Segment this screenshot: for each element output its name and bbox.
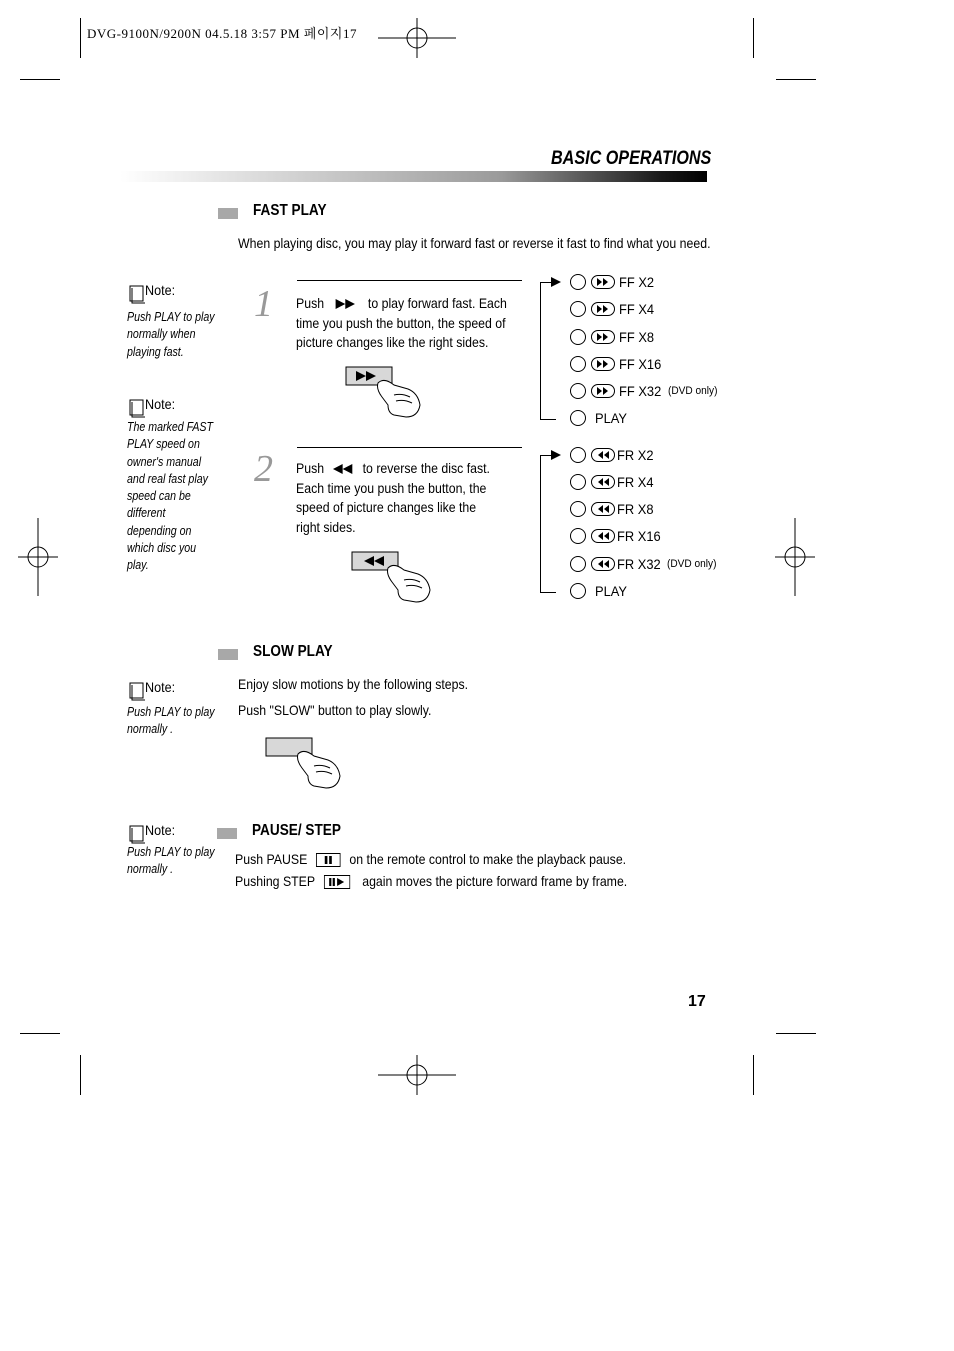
speed-option-fr-x4: FR X4 [570, 473, 657, 493]
note-3-text: Push PLAY to play normally . [127, 705, 215, 737]
speed-option-ff-x16: FF X16 [570, 355, 665, 375]
pause-step-title: PAUSE/ STEP [252, 822, 341, 839]
print-header: DVG-9100N/9200N 04.5.18 3:57 PM 페이지17 [87, 26, 357, 41]
step-1-rule [297, 280, 522, 281]
speed-option-ff-x2: FF X2 [570, 273, 657, 293]
speed-option-play: PLAY [570, 409, 630, 429]
speed-option-ff-x32: FF X32 (DVD only) [570, 382, 722, 402]
fr-button-illustration [350, 550, 434, 606]
page-number: 17 [688, 993, 706, 1010]
slow-play-line-1: Enjoy slow motions by the following steps. [238, 676, 469, 692]
slow-play-line-2: Push "SLOW" button to play slowly. [238, 702, 432, 718]
step-icon [324, 875, 350, 889]
speed-option-fr-x2: FR X2 [570, 446, 657, 466]
speed-option-ff-x8: FF X8 [570, 328, 657, 348]
speed-option-fr-x16: FR X16 [570, 527, 664, 547]
ff-bracket [540, 282, 541, 419]
step-line: Pushing STEP again moves the picture forward frame by frame. [235, 873, 628, 889]
fast-forward-icon [335, 298, 358, 310]
step-2-number: 2 [254, 448, 273, 490]
ff-button-illustration [344, 365, 424, 421]
slow-play-title: SLOW PLAY [253, 643, 333, 660]
step-1-text: Push to play forward fast. Each time you push the button, the speed of picture changes like the right sides. [296, 295, 507, 350]
pause-icon [316, 853, 341, 867]
speed-option-fr-x32: FR X32 (DVD only) [570, 555, 721, 575]
fr-bracket [540, 455, 541, 592]
note-4-text: Push PLAY to play normally . [127, 845, 215, 877]
speed-option-fr-x8: FR X8 [570, 500, 657, 520]
speed-option-ff-x4: FF X4 [570, 300, 657, 320]
note-2-text: The marked FAST PLAY speed on owner's manual and real fast play speed can be different depending on which disc you play. [127, 420, 214, 573]
pause-line: Push PAUSE on the remote control to make the playback pause. [235, 851, 627, 867]
section-marker [217, 828, 237, 839]
step-2-text: Push to reverse the disc fast. Each time you push the button, the speed of picture changes like the right sides. [296, 460, 490, 535]
step-2-rule [297, 447, 522, 448]
speed-option-play: PLAY [570, 582, 630, 602]
section-marker [218, 649, 238, 660]
section-marker [218, 208, 238, 219]
step-1-number: 1 [254, 283, 273, 325]
note-1-text: Push PLAY to play normally when playing fast. [127, 310, 215, 359]
fast-play-title: FAST PLAY [253, 202, 327, 219]
running-title: BASIC OPERATIONS [551, 148, 712, 169]
fast-play-intro: When playing disc, you may play it forward fast or reverse it fast to find what you need. [238, 235, 711, 251]
header-gradient-bar [120, 171, 707, 182]
fast-reverse-icon [332, 463, 355, 475]
arrow-head [551, 450, 561, 460]
slow-button-illustration [264, 736, 344, 792]
arrow-head [551, 277, 561, 287]
